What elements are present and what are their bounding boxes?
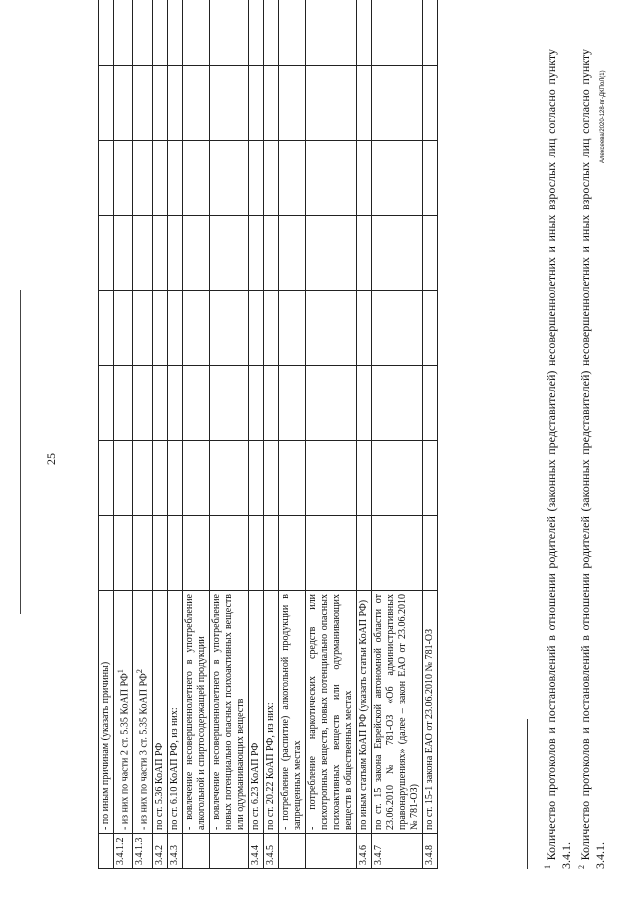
value-cell (209, 441, 248, 516)
value-cell (248, 66, 263, 141)
row-number: 3.4.2 (152, 834, 167, 869)
value-cell (99, 291, 114, 366)
value-cell (356, 141, 371, 216)
value-cell (209, 141, 248, 216)
row-label: - вовлечение несовершеннолетнего в употребление новых потенциально опасных психоактивных веществ или одурманивающих веществ (209, 591, 248, 834)
value-cell (371, 141, 422, 216)
value-cell (248, 0, 263, 66)
value-cell (356, 291, 371, 366)
value-cell (152, 516, 167, 591)
value-cell (356, 66, 371, 141)
value-cell (305, 141, 356, 216)
value-cell (152, 0, 167, 66)
value-cell (167, 291, 182, 366)
row-label: - вовлечение несовершеннолетнего в употребление алкогольной и спиртосодержащей продукции (182, 591, 209, 834)
table-row (114, 0, 133, 869)
row-label-text: - из них по части 2 ст. 5.35 КоАП РФ (119, 673, 131, 830)
document-code: Алексеева/2020-128-пг-ДКПоЛ(1) (600, 70, 606, 163)
value-cell (248, 291, 263, 366)
value-cell (167, 216, 182, 291)
row-number: 3.4.8 (422, 834, 437, 869)
value-cell (209, 366, 248, 441)
value-cell (182, 441, 209, 516)
value-cell (371, 66, 422, 141)
value-cell (263, 291, 278, 366)
value-cell (114, 0, 133, 66)
value-cell (152, 141, 167, 216)
value-cell (99, 216, 114, 291)
value-cell (278, 441, 305, 516)
value-cell (278, 141, 305, 216)
value-cell (263, 141, 278, 216)
table-row (182, 0, 209, 869)
value-cell (305, 291, 356, 366)
statistics-table (98, 0, 438, 869)
value-cell (305, 0, 356, 66)
value-cell (182, 291, 209, 366)
value-cell (356, 516, 371, 591)
row-number (209, 834, 248, 869)
footnote-mark: 2 (577, 865, 586, 869)
value-cell (167, 516, 182, 591)
value-cell (305, 66, 356, 141)
value-cell (305, 366, 356, 441)
value-cell (133, 66, 152, 141)
table-row (209, 0, 248, 869)
row-label (133, 591, 152, 834)
row-label: по ст. 15-1 закона ЕАО от 23.06.2010 № 781-ОЗ (422, 591, 437, 834)
row-number: 3.4.3 (167, 834, 182, 869)
row-label: по иным статьям КоАП РФ (указать статьи КоАП РФ) (356, 591, 371, 834)
table-row (167, 0, 182, 869)
value-cell (133, 141, 152, 216)
value-cell (278, 216, 305, 291)
value-cell (167, 141, 182, 216)
footnotes (540, 49, 608, 869)
footnote-text: Количество протоколов и постановлений в отношении родителей (законных представителей) несовершеннолетних и иных взрослых лиц согласно пункту 3.4.1. (578, 49, 607, 869)
table-row (99, 0, 114, 869)
value-cell (371, 216, 422, 291)
table-row (356, 0, 371, 869)
value-cell (422, 366, 437, 441)
value-cell (371, 291, 422, 366)
footnote (574, 49, 608, 869)
table-row (152, 0, 167, 869)
value-cell (248, 141, 263, 216)
value-cell (133, 0, 152, 66)
value-cell (263, 216, 278, 291)
table-row (278, 0, 305, 869)
row-label: по ст. 20.22 КоАП РФ, из них: (263, 591, 278, 834)
table-row (248, 0, 263, 869)
row-label: по ст. 15 закона Еврейской автономной области от 23.06.2010 № 781-ОЗ «Об административных правонарушениях» (далее – закон ЕАО от 23.06.2010 № 781-ОЗ) (371, 591, 422, 834)
row-label: - потребление (распитие) алкогольной продукции в запрещенных местах (278, 591, 305, 834)
value-cell (422, 216, 437, 291)
value-cell (305, 516, 356, 591)
footnote-mark: 1 (116, 669, 125, 674)
value-cell (114, 216, 133, 291)
value-cell (248, 216, 263, 291)
value-cell (152, 216, 167, 291)
row-number (182, 834, 209, 869)
value-cell (278, 516, 305, 591)
footnote-separator (527, 719, 528, 869)
row-label: по ст. 5.36 КоАП РФ (152, 591, 167, 834)
value-cell (133, 516, 152, 591)
value-cell (248, 516, 263, 591)
value-cell (305, 216, 356, 291)
value-cell (167, 366, 182, 441)
row-label: по ст. 6.23 КоАП РФ (248, 591, 263, 834)
value-cell (248, 441, 263, 516)
value-cell (209, 216, 248, 291)
row-label: по ст. 6.10 КоАП РФ, из них: (167, 591, 182, 834)
row-number: 3.4.7 (371, 834, 422, 869)
value-cell (167, 66, 182, 141)
value-cell (422, 66, 437, 141)
row-number: 3.4.1.2 (114, 834, 133, 869)
value-cell (182, 66, 209, 141)
value-cell (356, 216, 371, 291)
page-number: 25 (44, 453, 58, 465)
value-cell (167, 441, 182, 516)
value-cell (422, 0, 437, 66)
row-number (305, 834, 356, 869)
value-cell (371, 516, 422, 591)
footnote-text: Количество протоколов и постановлений в отношении родителей (законных представителей) несовершеннолетних и иных взрослых лиц согласно пункту 3.4.1. (544, 49, 573, 869)
value-cell (263, 66, 278, 141)
row-label: - потребление наркотических средств или психотропных веществ, новых потенциально опасных психоактивных веществ или одурманивающих веществ в общественных местах (305, 591, 356, 834)
table-row (263, 0, 278, 869)
value-cell (114, 366, 133, 441)
value-cell (114, 141, 133, 216)
value-cell (263, 516, 278, 591)
row-number (278, 834, 305, 869)
value-cell (114, 66, 133, 141)
value-cell (133, 441, 152, 516)
row-number: 3.4.1.3 (133, 834, 152, 869)
value-cell (371, 366, 422, 441)
value-cell (152, 441, 167, 516)
value-cell (99, 0, 114, 66)
footnote (540, 49, 574, 869)
value-cell (114, 441, 133, 516)
value-cell (209, 66, 248, 141)
value-cell (422, 516, 437, 591)
value-cell (99, 366, 114, 441)
value-cell (371, 0, 422, 66)
value-cell (209, 291, 248, 366)
value-cell (182, 0, 209, 66)
value-cell (263, 0, 278, 66)
value-cell (422, 291, 437, 366)
value-cell (114, 291, 133, 366)
value-cell (182, 141, 209, 216)
value-cell (278, 0, 305, 66)
value-cell (182, 366, 209, 441)
row-number (99, 834, 114, 869)
value-cell (209, 516, 248, 591)
value-cell (99, 516, 114, 591)
row-label-text: - из них по части 3 ст. 5.35 КоАП РФ (138, 673, 150, 830)
footnote-mark: 2 (135, 669, 145, 674)
value-cell (422, 441, 437, 516)
value-cell (356, 366, 371, 441)
value-cell (305, 441, 356, 516)
value-cell (263, 441, 278, 516)
value-cell (263, 366, 278, 441)
value-cell (152, 291, 167, 366)
value-cell (133, 366, 152, 441)
row-number: 3.4.5 (263, 834, 278, 869)
table-row (371, 0, 422, 869)
value-cell (152, 66, 167, 141)
row-label (114, 591, 133, 834)
value-cell (182, 216, 209, 291)
value-cell (278, 366, 305, 441)
value-cell (209, 0, 248, 66)
value-cell (133, 291, 152, 366)
value-cell (114, 516, 133, 591)
value-cell (167, 0, 182, 66)
value-cell (278, 66, 305, 141)
row-number: 3.4.6 (356, 834, 371, 869)
value-cell (356, 441, 371, 516)
value-cell (99, 141, 114, 216)
table-row (305, 0, 356, 869)
value-cell (152, 366, 167, 441)
value-cell (133, 216, 152, 291)
footnote-mark: 1 (543, 865, 552, 869)
row-number: 3.4.4 (248, 834, 263, 869)
value-cell (182, 516, 209, 591)
value-cell (99, 66, 114, 141)
value-cell (371, 441, 422, 516)
value-cell (278, 291, 305, 366)
value-cell (99, 441, 114, 516)
table-row (422, 0, 437, 869)
value-cell (422, 141, 437, 216)
value-cell (248, 366, 263, 441)
table-row (133, 0, 152, 869)
row-label: - по иным причинам (указать причины) (99, 591, 114, 834)
value-cell (356, 0, 371, 66)
